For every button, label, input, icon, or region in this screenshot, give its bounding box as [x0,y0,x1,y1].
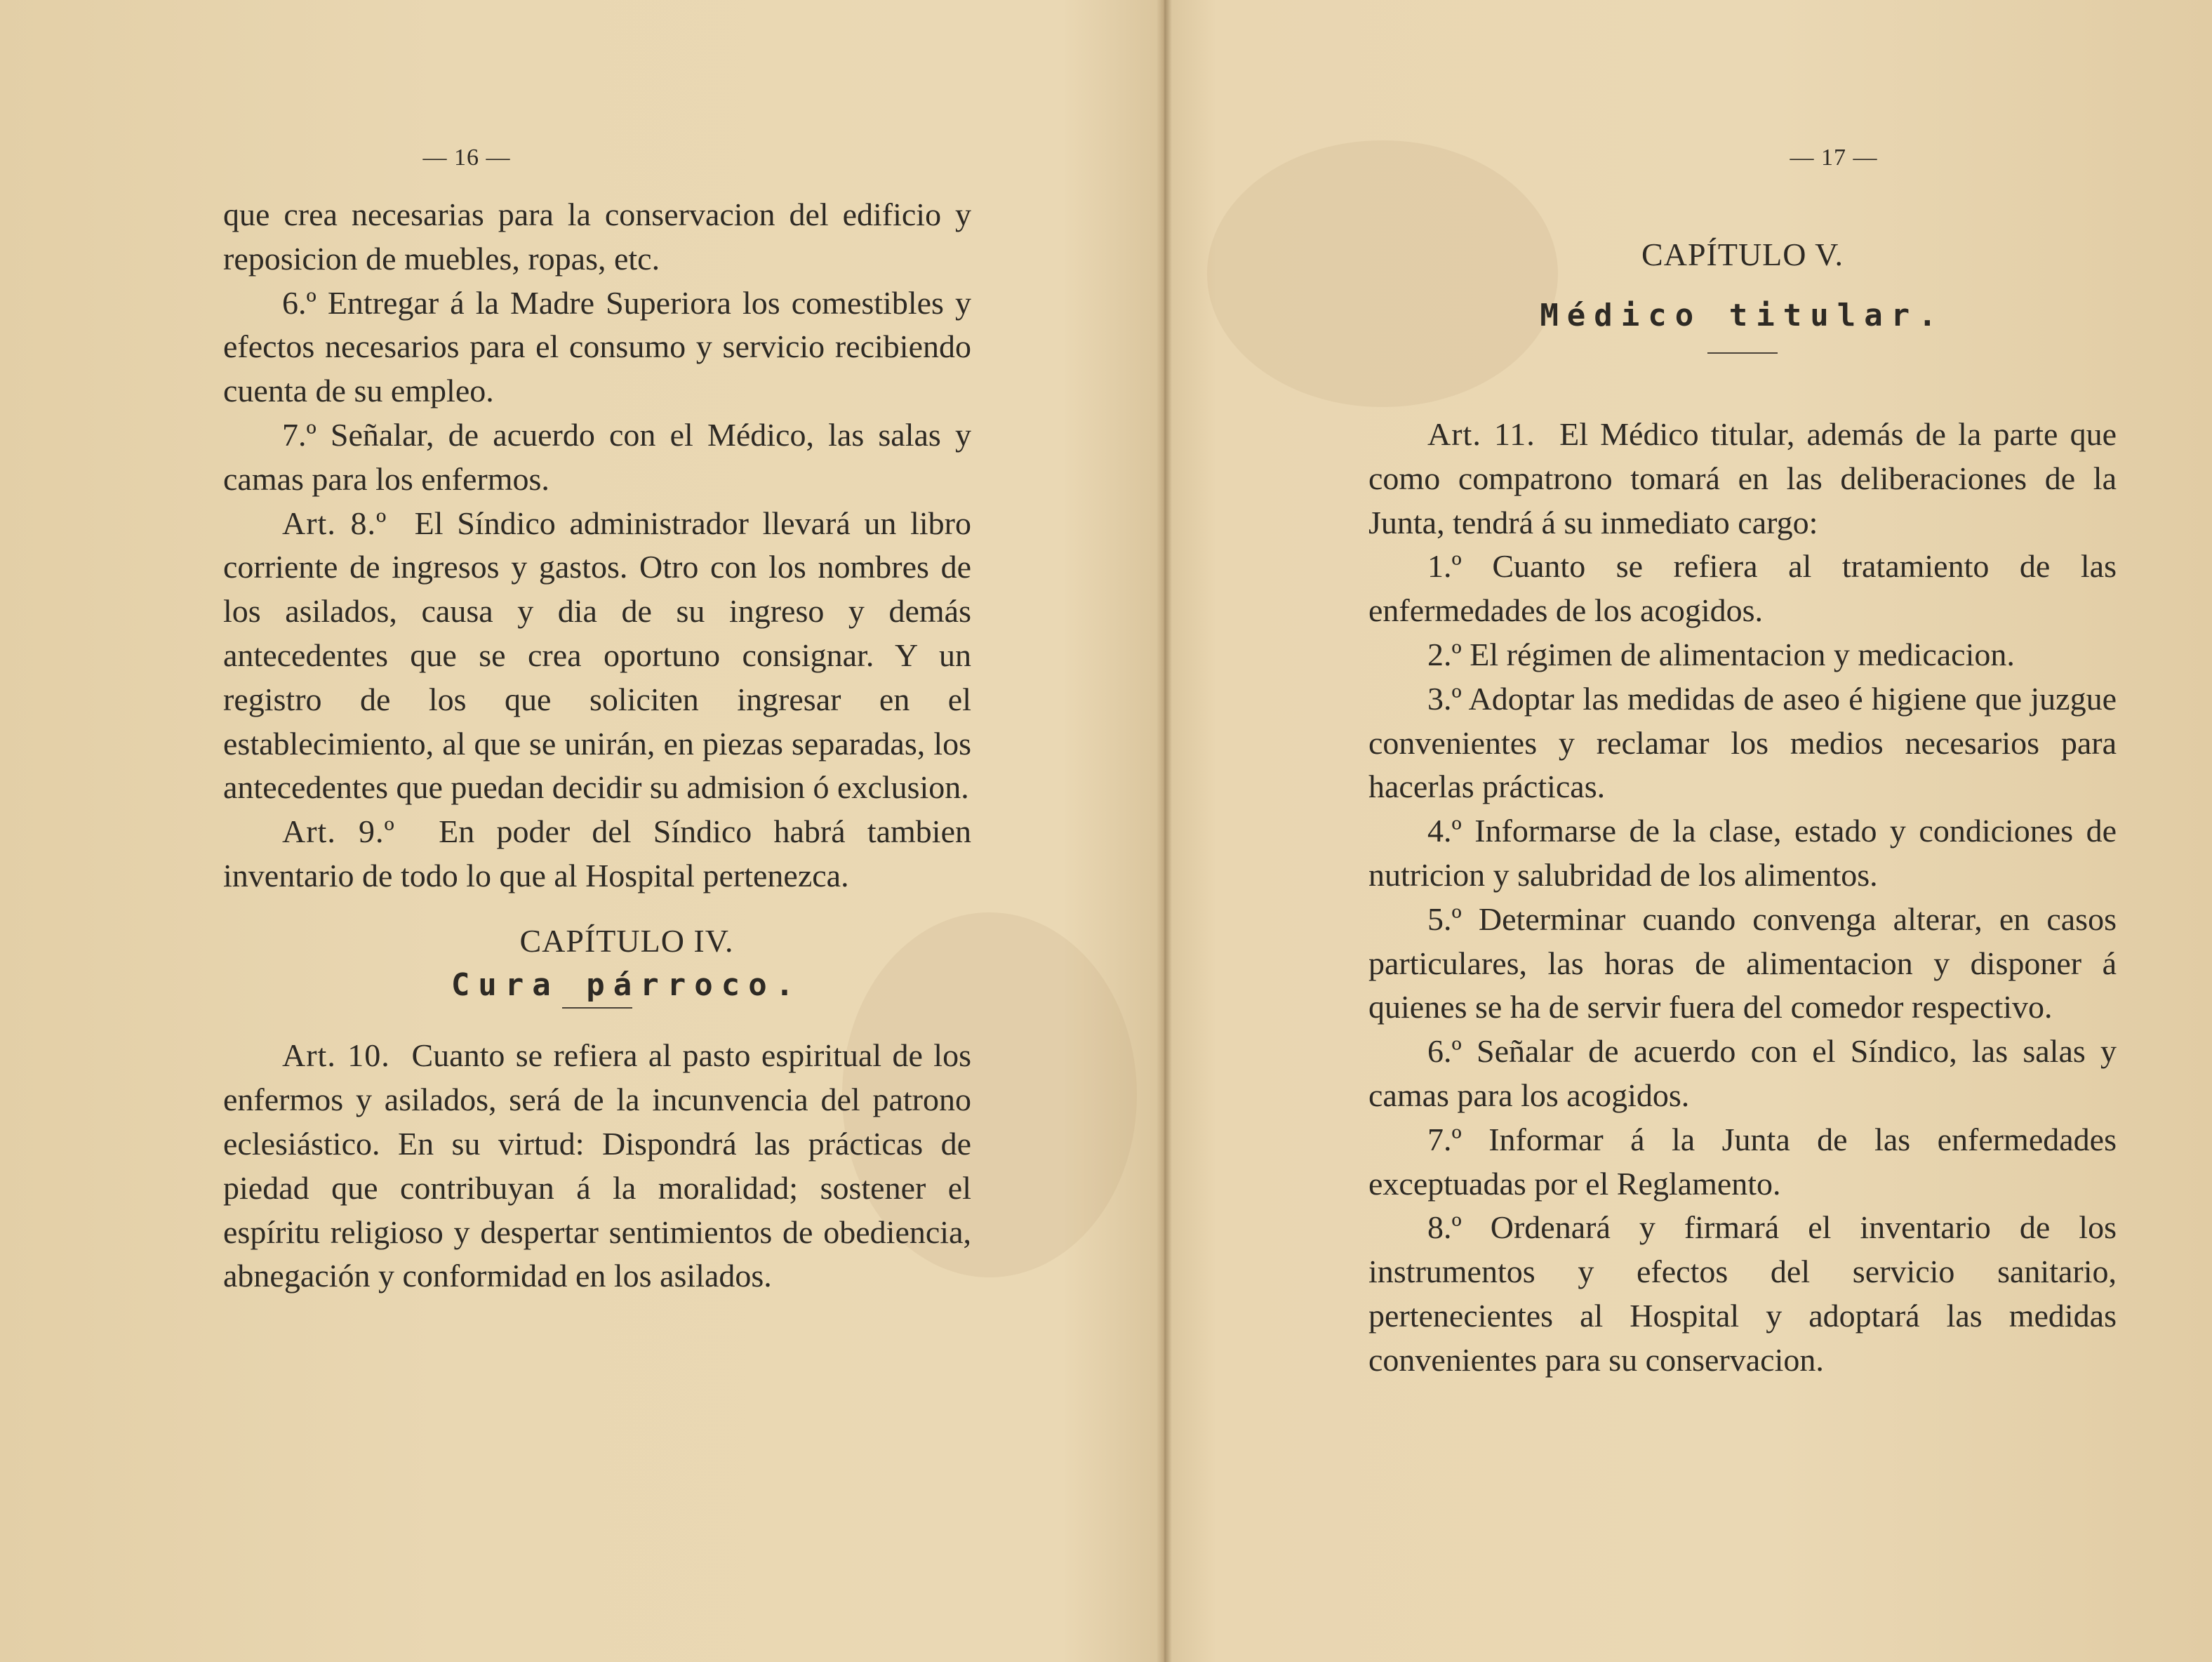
chapter-subtitle: Cura párroco. [451,966,803,1003]
list-item: 5.º Determinar cuando convenga alterar, en casos particulares, las horas de alimentacion y disponer á quienes se ha de servir fuera del comedor respectivo. [1368,900,2117,1025]
article-label: Art. 9.º [282,813,395,850]
right-page [1368,0,2117,1662]
list-item: 1.º Cuanto se refiera al tratamiento de las enfermedades de los acogidos. [1368,548,2117,629]
paragraph: que crea necesarias para la conservacion del edificio y reposicion de muebles, ropas, etc. [223,197,971,277]
article-label: Art. 11. [1427,416,1535,452]
left-page [223,0,971,1662]
right-page-body [1368,413,2117,1383]
article-11 [1368,413,2117,545]
page-number: — 17 — [1790,145,1878,171]
divider [1707,352,1778,354]
chapter-subtitle: Médico titular. [1540,298,1945,333]
article-text: En poder del Síndico habrá tambien inventario de todo lo que al Hospital pertenezca. [223,813,972,893]
left-page-body [223,193,971,1298]
paragraph: 6.º Entregar á la Madre Superiora los comestibles y efectos necesarios para el consumo y servicio recibiendo cuenta de su empleo. [223,284,971,409]
list-item: 8.º Ordenará y firmará el inventario de los instrumentos y efectos del servicio sanitario, pertenecientes al Hospital y adoptará las medidas convenientes para su conservacion. [1368,1209,2117,1378]
paragraph: 7.º Señalar, de acuerdo con el Médico, las salas y camas para los enfermos. [223,416,971,497]
chapter-heading [1368,233,2117,354]
list-item: 3.º Adoptar las medidas de aseo é higiene que juzgue convenientes y reclamar los medios necesarios para hacerlas prácticas. [1368,680,2117,805]
chapter-title: CAPÍTULO IV. [519,922,734,959]
list-item: 7.º Informar á la Junta de las enfermedades exceptuadas por el Reglamento. [1368,1121,2117,1202]
article-8 [223,502,971,811]
article-9 [223,810,971,898]
list-item: 6.º Señalar de acuerdo con el Síndico, las salas y camas para los acogidos. [1368,1033,2117,1113]
article-text: El Médico titular, además de la parte que como compatrono tomará en las deliberaciones de la Junta, tendrá á su inmediato cargo: [1368,416,2117,540]
page-number: — 16 — [422,145,511,171]
article-label: Art. 8.º [282,505,387,541]
list-item: 4.º Informarse de la clase, estado y condiciones de nutricion y salubridad de los alimentos. [1368,813,2117,893]
article-text: Cuanto se refiera al pasto espiritual de los enfermos y asilados, será de la incunvencia del patrono eclesiástico. En su virtud: Dispondrá las prácticas de piedad que contribuyan á la moralidad; sostener el espíritu religioso y despertar sentimientos de obediencia, abnegación y conformidad en los asilados. [223,1037,971,1294]
chapter-title: CAPÍTULO V. [1641,237,1844,272]
article-text: El Síndico administrador llevará un libro corriente de ingresos y gastos. Otro con los nombres de los asilados, causa y dia de su ingreso y demás antecedentes que se crea oportuno consignar. Y un registro de los que soliciten ingresar en el establecimiento, al que se unirán, en piezas separadas, los antecedentes que puedan decidir su admision ó exclusion. [223,505,971,806]
book-gutter [1157,0,1172,1662]
article-10 [223,1034,971,1298]
article-label: Art. 10. [282,1037,390,1074]
list-item: 2.º El régimen de alimentacion y medicacion. [1427,636,2015,672]
